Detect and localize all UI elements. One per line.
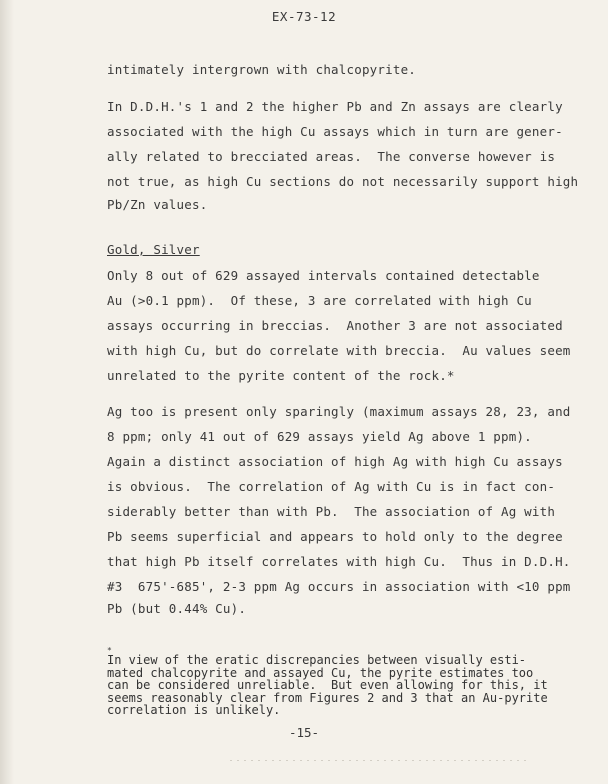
body-line-11: unrelated to the pyrite content of the rock.* (107, 368, 455, 383)
footnote-line-1: In view of the eratic discrepancies between visually esti- (107, 653, 527, 667)
footnote-line-5: correlation is unlikely. (107, 703, 281, 717)
scan-edge-shadow (0, 0, 14, 784)
footnote-line-4: seems reasonably clear from Figures 2 and 3 that an Au-pyrite (107, 691, 548, 705)
body-line-3: associated with the high Cu assays which in turn are gener- (107, 124, 563, 139)
body-line-12: Ag too is present only sparingly (maximum assays 28, 23, and (107, 404, 571, 419)
body-line-10: with high Cu, but do correlate with breccia. Au values seem (107, 343, 571, 358)
body-line-6: Pb/Zn values. (107, 197, 208, 212)
document-id-header: EX-73-12 (271, 9, 337, 24)
body-line-20: Pb (but 0.44% Cu). (107, 601, 247, 616)
body-line-8: Au (>0.1 ppm). Of these, 3 are correlated with high Cu (107, 293, 532, 308)
footnote-line-3: can be considered unreliable. But even allowing for this, it (107, 678, 548, 692)
body-line-16: siderably better than with Pb. The association of Ag with (107, 504, 556, 519)
body-line-5: not true, as high Cu sections do not necessarily support high (107, 174, 579, 189)
scan-artifact-line (230, 760, 530, 761)
page-number: -15- (288, 725, 320, 740)
body-line-2: In D.D.H.'s 1 and 2 the higher Pb and Zn assays are clearly (107, 99, 563, 114)
footnote-line-2: mated chalcopyrite and assayed Cu, the pyrite estimates too (107, 666, 534, 680)
body-line-18: that high Pb itself correlates with high Cu. Thus in D.D.H. (107, 554, 571, 569)
body-line-13: 8 ppm; only 41 out of 629 assays yield Ag above 1 ppm). (107, 429, 532, 444)
body-line-14: Again a distinct association of high Ag with high Cu assays (107, 454, 563, 469)
footnote-marker: * (107, 646, 112, 655)
body-line-7: Only 8 out of 629 assayed intervals contained detectable (107, 268, 540, 283)
body-line-4: ally related to brecciated areas. The converse however is (107, 149, 556, 164)
section-heading-gold-silver: Gold, Silver (107, 242, 200, 257)
body-line-9: assays occurring in breccias. Another 3 are not associated (107, 318, 563, 333)
body-line-17: Pb seems superficial and appears to hold only to the degree (107, 529, 563, 544)
body-line-15: is obvious. The correlation of Ag with Cu is in fact con- (107, 479, 556, 494)
body-line-1: intimately intergrown with chalcopyrite. (107, 62, 417, 77)
body-line-19: #3 675'-685', 2-3 ppm Ag occurs in association with <10 ppm (107, 579, 571, 594)
